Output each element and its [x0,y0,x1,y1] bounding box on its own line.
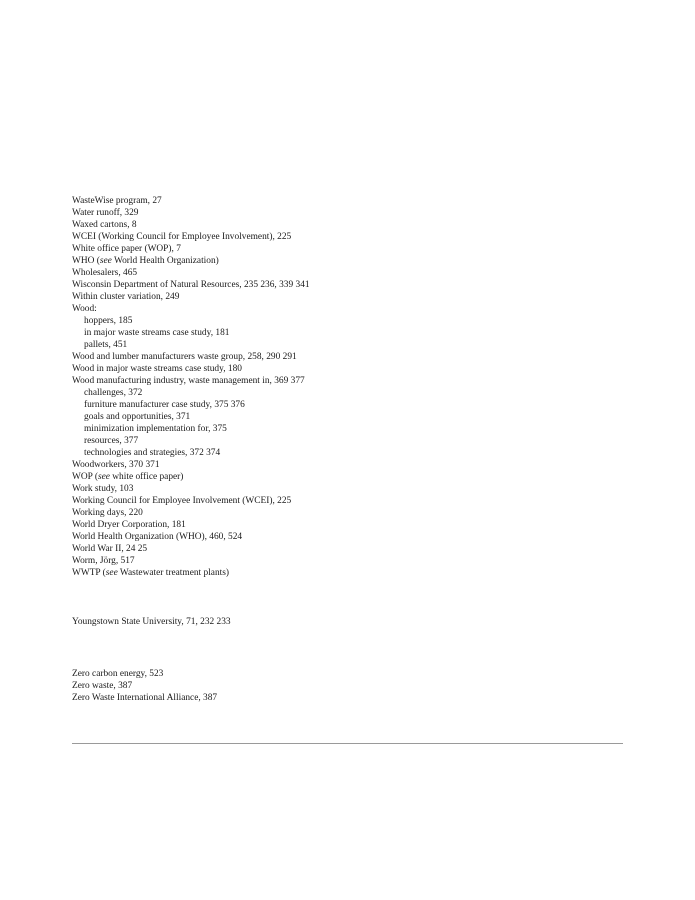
index-entry: Working Council for Employee Involvement (WCEI), 225 [72,496,292,506]
index-entry: Wood: [72,304,97,314]
index-entry: Zero waste, 387 [72,681,133,691]
index-entry: Woodworkers, 370 371 [72,460,160,470]
index-subentry: resources, 377 [84,436,139,446]
index-entry: WHO (see World Health Organization) [72,256,219,266]
see-reference: see [105,568,118,578]
index-entry: Wisconsin Department of Natural Resources, 235 236, 339 341 [72,280,310,290]
footer-rule [72,743,623,744]
index-entry: Within cluster variation, 249 [72,292,180,302]
index-entry: World Dryer Corporation, 181 [72,520,186,530]
index-entry: WCEI (Working Council for Employee Involvement), 225 [72,232,292,242]
index-entry: White office paper (WOP), 7 [72,244,181,254]
index-entry: World War II, 24 25 [72,544,148,554]
index-subentry: minimization implementation for, 375 [84,424,227,434]
index-entry: Wood manufacturing industry, waste management in, 369 377 [72,376,305,386]
see-reference: see [99,256,112,266]
index-subentry: goals and opportunities, 371 [84,412,191,422]
index-entry: Wood in major waste streams case study, 180 [72,364,242,374]
index-entry: WasteWise program, 27 [72,196,162,206]
index-entry: Wood and lumber manufacturers waste group, 258, 290 291 [72,352,297,362]
see-reference: see [97,472,110,482]
index-entry: Wholesalers, 465 [72,268,138,278]
index-entry: Water runoff, 329 [72,208,139,218]
index-section-w [72,195,310,579]
index-subentry: technologies and strategies, 372 374 [84,448,221,458]
index-section-y [72,616,231,628]
index-subentry: hoppers, 185 [84,316,133,326]
index-subentry: challenges, 372 [84,388,143,398]
index-entry: Zero Waste International Alliance, 387 [72,693,218,703]
index-subentry: in major waste streams case study, 181 [84,328,230,338]
index-entry: WOP (see white office paper) [72,472,184,482]
index-subentry: pallets, 451 [84,340,128,350]
index-subentry: furniture manufacturer case study, 375 376 [84,400,245,410]
index-entry: WWTP (see Wastewater treatment plants) [72,568,230,578]
index-entry: Working days, 220 [72,508,143,518]
index-entry: Work study, 103 [72,484,134,494]
index-entry: Waxed cartons, 8 [72,220,137,230]
index-entry: World Health Organization (WHO), 460, 524 [72,532,243,542]
index-entry: Youngstown State University, 71, 232 233 [72,617,231,627]
index-entry: Worm, Jörg, 517 [72,556,135,566]
index-section-z [72,668,217,704]
index-entry: Zero carbon energy, 523 [72,669,164,679]
